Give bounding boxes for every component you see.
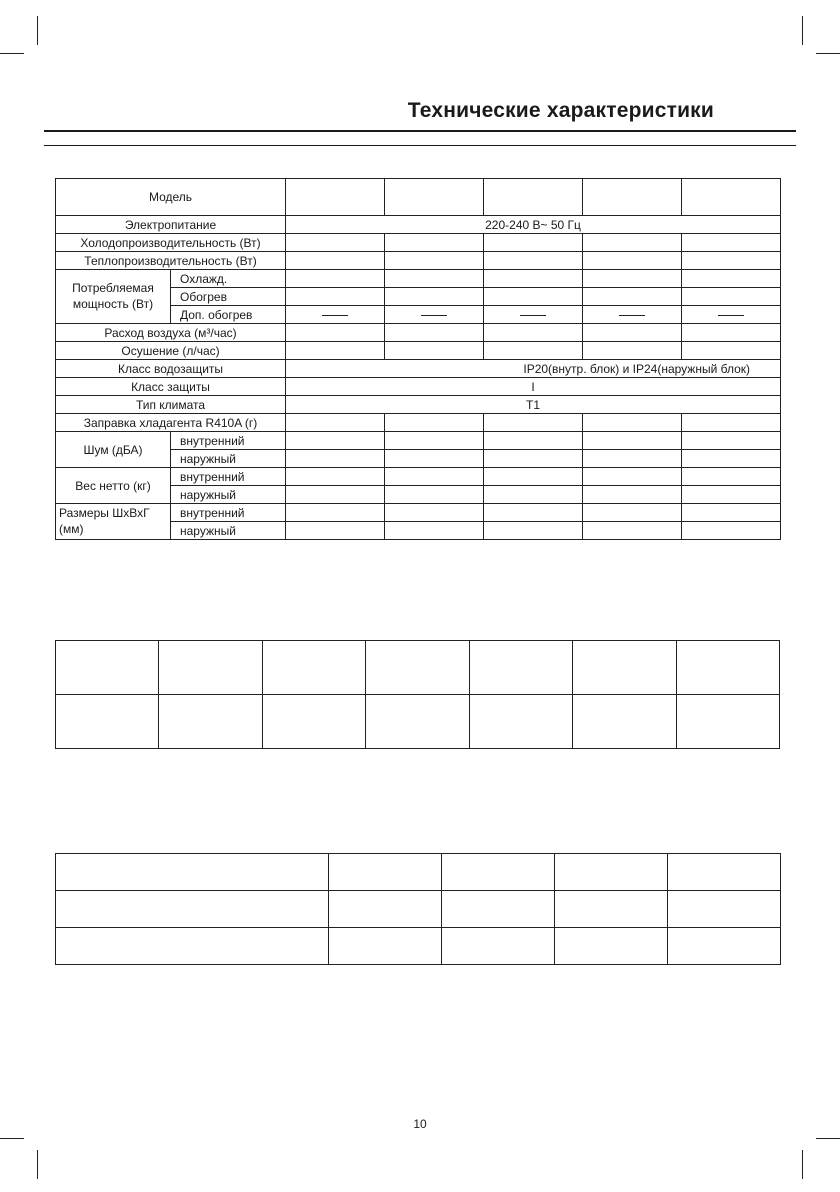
water-protection-label: Класс водозащиты xyxy=(56,360,286,378)
table-row xyxy=(56,432,781,450)
empty-table-5col xyxy=(55,853,781,965)
net-weight-label: Вес нетто (кг) xyxy=(56,468,171,504)
dash-mark xyxy=(322,315,348,316)
dimensions-label: Размеры ШхВхГ (мм) xyxy=(56,504,171,540)
table-row xyxy=(56,468,781,486)
dash-mark xyxy=(718,315,744,316)
table-row xyxy=(56,342,781,360)
table-row xyxy=(56,695,780,749)
spec-table xyxy=(55,178,781,540)
header-rule xyxy=(44,130,796,132)
refrigerant-charge-label: Заправка хладагента R410A (г) xyxy=(56,414,286,432)
table-row xyxy=(56,641,780,695)
protection-class-label: Класс защиты xyxy=(56,378,286,396)
table-row xyxy=(56,414,781,432)
page-title: Технические характеристики xyxy=(407,99,714,122)
empty-cell xyxy=(583,179,682,216)
table-row xyxy=(56,396,781,414)
crop-mark xyxy=(0,1138,24,1139)
crop-mark xyxy=(816,53,840,54)
table-row xyxy=(56,504,781,522)
crop-mark xyxy=(37,16,38,45)
empty-cell xyxy=(385,179,484,216)
noise-outdoor-label: наружный xyxy=(171,450,286,468)
power-aux-heating-label: Доп. обогрев xyxy=(171,306,286,324)
table-row xyxy=(56,324,781,342)
dehumidification-label: Осушение (л/час) xyxy=(56,342,286,360)
empty-cell xyxy=(286,179,385,216)
crop-mark xyxy=(0,53,24,54)
net-weight-indoor-label: внутренний xyxy=(171,468,286,486)
climate-type-label: Тип климата xyxy=(56,396,286,414)
dash-mark xyxy=(619,315,645,316)
noise-label: Шум (дБА) xyxy=(56,432,171,468)
table-row xyxy=(56,270,781,288)
net-weight-outdoor-label: наружный xyxy=(171,486,286,504)
water-protection-value: IP20(внутр. блок) и IP24(наружный блок) xyxy=(286,360,781,378)
empty-cell xyxy=(682,179,781,216)
crop-mark xyxy=(37,1150,38,1179)
table-row xyxy=(56,378,781,396)
protection-class-value: I xyxy=(286,378,781,396)
table-row xyxy=(56,854,781,891)
table-row xyxy=(56,216,781,234)
table-row xyxy=(56,252,781,270)
model-label: Модель xyxy=(56,179,286,216)
power-supply-value: 220-240 В~ 50 Гц xyxy=(286,216,781,234)
header-rule-thin xyxy=(44,145,796,146)
power-heating-label: Обогрев xyxy=(171,288,286,306)
crop-mark xyxy=(802,16,803,45)
dimensions-outdoor-label: наружный xyxy=(171,522,286,540)
power-cooling-label: Охлажд. xyxy=(171,270,286,288)
power-supply-label: Электропитание xyxy=(56,216,286,234)
dimensions-indoor-label: внутренний xyxy=(171,504,286,522)
noise-indoor-label: внутренний xyxy=(171,432,286,450)
crop-mark xyxy=(802,1150,803,1179)
heating-capacity-label: Теплопроизводительность (Вт) xyxy=(56,252,286,270)
climate-type-value: T1 xyxy=(286,396,781,414)
table-row xyxy=(56,234,781,252)
table-row xyxy=(56,891,781,928)
empty-table-7col xyxy=(55,640,780,749)
cooling-capacity-label: Холодопроизводительность (Вт) xyxy=(56,234,286,252)
power-consumption-label: Потребляемая мощность (Вт) xyxy=(56,270,171,324)
table-row xyxy=(56,179,781,216)
dash-mark xyxy=(421,315,447,316)
table-row xyxy=(56,360,781,378)
table-row xyxy=(56,928,781,965)
empty-cell xyxy=(484,179,583,216)
dash-mark xyxy=(520,315,546,316)
crop-mark xyxy=(816,1138,840,1139)
airflow-label: Расход воздуха (м³/час) xyxy=(56,324,286,342)
page-number: 10 xyxy=(413,1117,427,1131)
